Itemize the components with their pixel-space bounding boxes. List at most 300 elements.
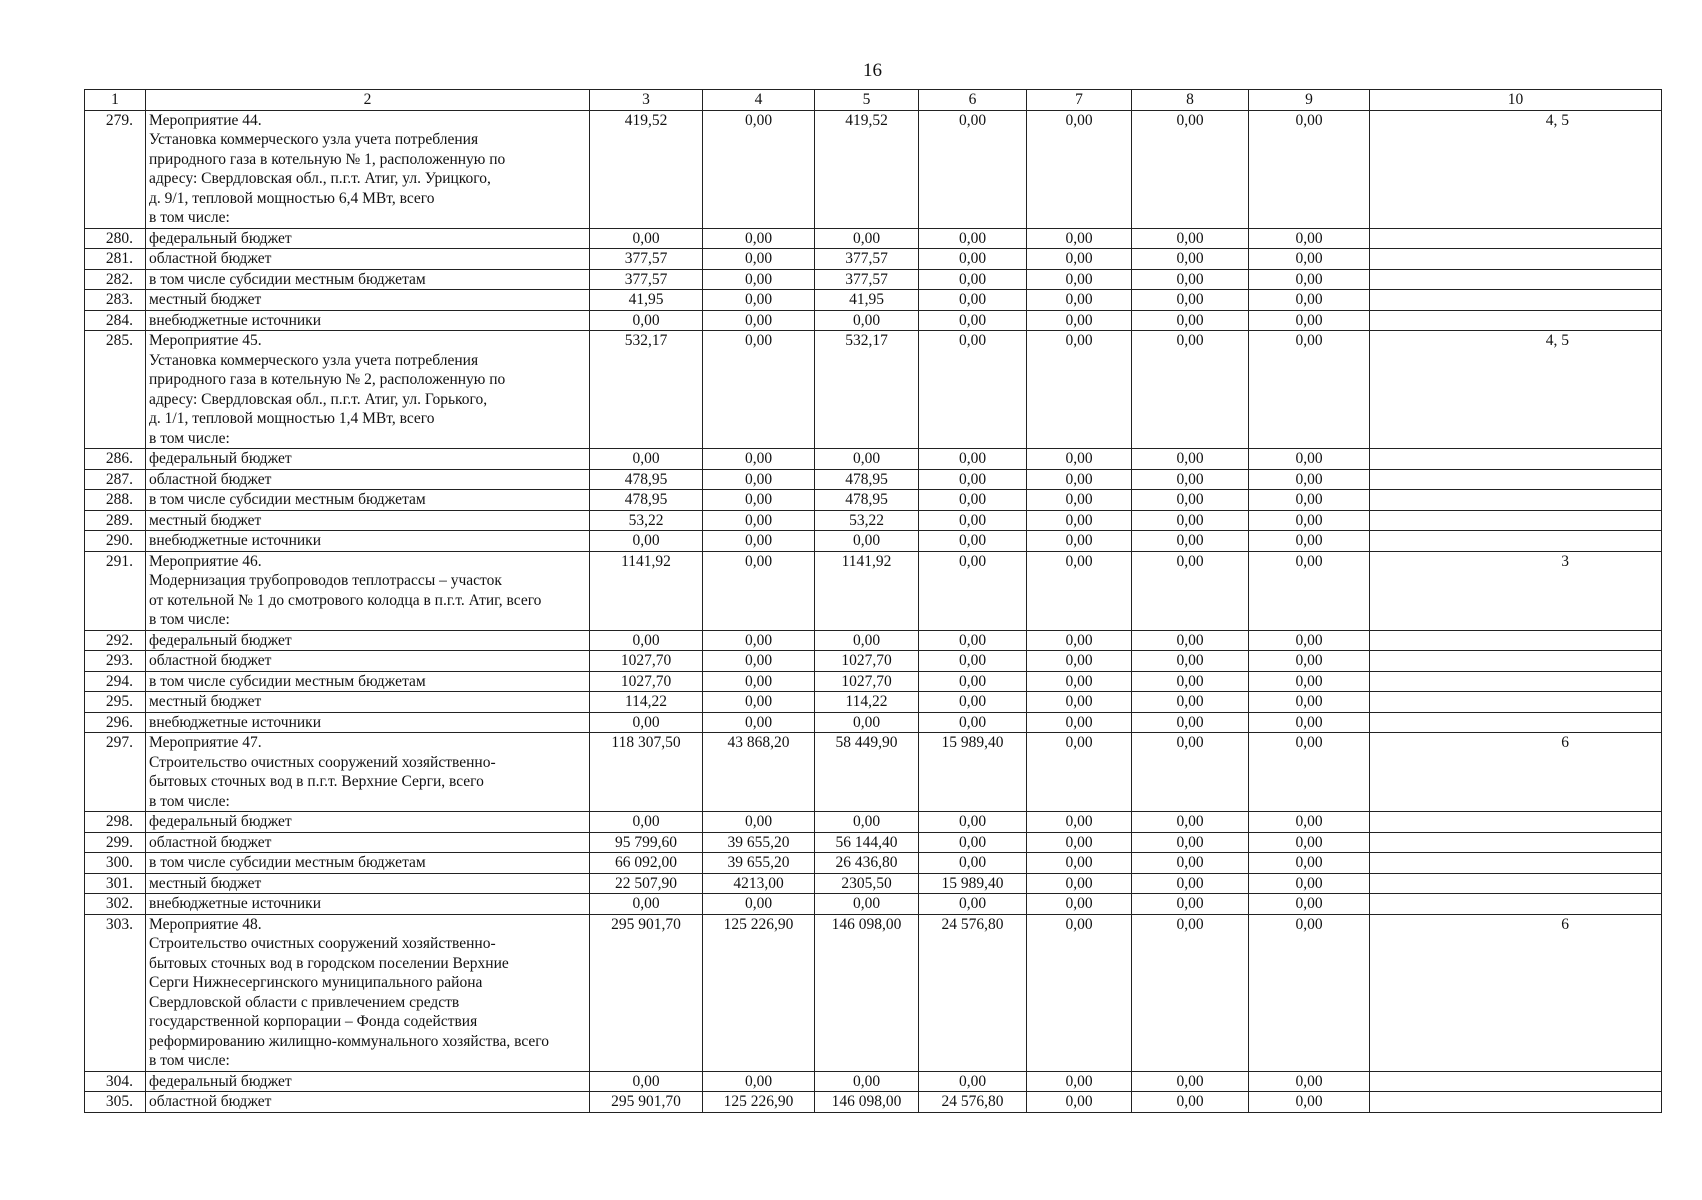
row-description: Мероприятие 46. Модернизация трубопроводов теплотрассы – участок от котельной № 1 до смотрового колодца в п.г.т. Атиг, всего в том числе: <box>146 551 590 630</box>
table-row <box>85 531 1662 552</box>
amount-cell: 0,00 <box>1249 110 1370 228</box>
amount-cell: 0,00 <box>919 671 1027 692</box>
row-number: 280. <box>85 228 146 249</box>
amount-cell: 15 989,40 <box>919 873 1027 894</box>
target-indicator-cell: 3 <box>1370 551 1662 630</box>
amount-cell: 0,00 <box>1132 712 1249 733</box>
amount-cell: 0,00 <box>1249 510 1370 531</box>
amount-cell: 0,00 <box>1027 712 1132 733</box>
amount-cell: 0,00 <box>919 228 1027 249</box>
table-row <box>85 853 1662 874</box>
amount-cell: 0,00 <box>1132 290 1249 311</box>
column-number-cell: 5 <box>815 90 919 111</box>
target-indicator-cell <box>1370 671 1662 692</box>
amount-cell: 0,00 <box>919 510 1027 531</box>
table-row <box>85 712 1662 733</box>
amount-cell: 0,00 <box>1249 853 1370 874</box>
amount-cell: 478,95 <box>815 469 919 490</box>
amount-cell: 0,00 <box>590 812 703 833</box>
amount-cell: 0,00 <box>703 310 815 331</box>
row-description: федеральный бюджет <box>146 630 590 651</box>
amount-cell: 58 449,90 <box>815 733 919 812</box>
target-indicator-cell <box>1370 894 1662 915</box>
amount-cell: 0,00 <box>1132 269 1249 290</box>
amount-cell: 0,00 <box>1132 551 1249 630</box>
amount-cell: 0,00 <box>1249 531 1370 552</box>
amount-cell: 0,00 <box>1027 228 1132 249</box>
table-row <box>85 1071 1662 1092</box>
amount-cell: 0,00 <box>1027 733 1132 812</box>
amount-cell: 95 799,60 <box>590 832 703 853</box>
target-indicator-cell <box>1370 531 1662 552</box>
table-row <box>85 733 1662 812</box>
table-row <box>85 692 1662 713</box>
table-row <box>85 671 1662 692</box>
amount-cell: 26 436,80 <box>815 853 919 874</box>
amount-cell: 478,95 <box>815 490 919 511</box>
amount-cell: 114,22 <box>590 692 703 713</box>
row-description: местный бюджет <box>146 510 590 531</box>
amount-cell: 0,00 <box>1132 651 1249 672</box>
amount-cell: 377,57 <box>815 249 919 270</box>
amount-cell: 0,00 <box>1249 290 1370 311</box>
amount-cell: 0,00 <box>1027 331 1132 449</box>
table-row <box>85 812 1662 833</box>
amount-cell: 0,00 <box>1132 894 1249 915</box>
amount-cell: 0,00 <box>919 812 1027 833</box>
amount-cell: 0,00 <box>815 894 919 915</box>
table-row <box>85 290 1662 311</box>
row-number: 302. <box>85 894 146 915</box>
row-description: местный бюджет <box>146 692 590 713</box>
amount-cell: 0,00 <box>1249 832 1370 853</box>
row-number: 289. <box>85 510 146 531</box>
amount-cell: 0,00 <box>1249 331 1370 449</box>
amount-cell: 0,00 <box>1027 1092 1132 1113</box>
row-number: 288. <box>85 490 146 511</box>
row-number: 281. <box>85 249 146 270</box>
amount-cell: 419,52 <box>815 110 919 228</box>
row-description: федеральный бюджет <box>146 1071 590 1092</box>
row-description: в том числе субсидии местным бюджетам <box>146 269 590 290</box>
amount-cell: 0,00 <box>703 269 815 290</box>
column-number-cell: 3 <box>590 90 703 111</box>
amount-cell: 0,00 <box>919 469 1027 490</box>
amount-cell: 0,00 <box>1027 449 1132 470</box>
row-description: в том числе субсидии местным бюджетам <box>146 671 590 692</box>
column-number-cell: 10 <box>1370 90 1662 111</box>
row-description: внебюджетные источники <box>146 894 590 915</box>
target-indicator-cell <box>1370 630 1662 651</box>
amount-cell: 0,00 <box>1027 671 1132 692</box>
row-description: местный бюджет <box>146 873 590 894</box>
target-indicator-cell <box>1370 1071 1662 1092</box>
budget-table <box>84 89 1662 1113</box>
amount-cell: 419,52 <box>590 110 703 228</box>
row-number: 304. <box>85 1071 146 1092</box>
amount-cell: 0,00 <box>703 894 815 915</box>
row-number: 286. <box>85 449 146 470</box>
table-row <box>85 269 1662 290</box>
target-indicator-cell: 4, 5 <box>1370 110 1662 228</box>
amount-cell: 0,00 <box>919 894 1027 915</box>
amount-cell: 0,00 <box>1027 692 1132 713</box>
amount-cell: 0,00 <box>703 651 815 672</box>
amount-cell: 39 655,20 <box>703 832 815 853</box>
amount-cell: 1027,70 <box>590 651 703 672</box>
amount-cell: 0,00 <box>1132 873 1249 894</box>
amount-cell: 0,00 <box>815 531 919 552</box>
row-number: 292. <box>85 630 146 651</box>
row-number: 297. <box>85 733 146 812</box>
target-indicator-cell <box>1370 692 1662 713</box>
amount-cell: 0,00 <box>815 812 919 833</box>
table-row <box>85 490 1662 511</box>
amount-cell: 0,00 <box>1132 630 1249 651</box>
amount-cell: 0,00 <box>1132 853 1249 874</box>
target-indicator-cell <box>1370 469 1662 490</box>
amount-cell: 478,95 <box>590 469 703 490</box>
table-row <box>85 310 1662 331</box>
amount-cell: 0,00 <box>1132 531 1249 552</box>
amount-cell: 532,17 <box>815 331 919 449</box>
amount-cell: 0,00 <box>1027 630 1132 651</box>
amount-cell: 0,00 <box>1249 651 1370 672</box>
amount-cell: 53,22 <box>590 510 703 531</box>
amount-cell: 114,22 <box>815 692 919 713</box>
column-number-cell: 2 <box>146 90 590 111</box>
amount-cell: 0,00 <box>1249 228 1370 249</box>
amount-cell: 0,00 <box>590 310 703 331</box>
amount-cell: 0,00 <box>590 228 703 249</box>
amount-cell: 0,00 <box>919 692 1027 713</box>
amount-cell: 0,00 <box>1249 249 1370 270</box>
amount-cell: 0,00 <box>703 1071 815 1092</box>
amount-cell: 0,00 <box>1132 812 1249 833</box>
amount-cell: 0,00 <box>1249 630 1370 651</box>
amount-cell: 24 576,80 <box>919 914 1027 1071</box>
amount-cell: 2305,50 <box>815 873 919 894</box>
amount-cell: 1027,70 <box>815 651 919 672</box>
row-number: 285. <box>85 331 146 449</box>
row-number: 298. <box>85 812 146 833</box>
amount-cell: 0,00 <box>703 449 815 470</box>
amount-cell: 0,00 <box>1249 310 1370 331</box>
table-row <box>85 630 1662 651</box>
amount-cell: 0,00 <box>1027 914 1132 1071</box>
amount-cell: 0,00 <box>703 671 815 692</box>
amount-cell: 0,00 <box>703 290 815 311</box>
table-row <box>85 873 1662 894</box>
amount-cell: 0,00 <box>1132 249 1249 270</box>
target-indicator-cell <box>1370 310 1662 331</box>
amount-cell: 0,00 <box>1027 290 1132 311</box>
amount-cell: 1027,70 <box>590 671 703 692</box>
amount-cell: 0,00 <box>815 630 919 651</box>
amount-cell: 0,00 <box>1027 510 1132 531</box>
amount-cell: 377,57 <box>590 249 703 270</box>
row-description: Мероприятие 47. Строительство очистных сооружений хозяйственно- бытовых сточных вод в п.г.т. Верхние Серги, всего в том числе: <box>146 733 590 812</box>
amount-cell: 53,22 <box>815 510 919 531</box>
amount-cell: 377,57 <box>815 269 919 290</box>
amount-cell: 0,00 <box>919 110 1027 228</box>
amount-cell: 0,00 <box>590 894 703 915</box>
amount-cell: 0,00 <box>1249 733 1370 812</box>
row-number: 295. <box>85 692 146 713</box>
amount-cell: 0,00 <box>919 712 1027 733</box>
amount-cell: 0,00 <box>1249 269 1370 290</box>
amount-cell: 0,00 <box>1249 551 1370 630</box>
amount-cell: 0,00 <box>1249 1092 1370 1113</box>
row-number: 296. <box>85 712 146 733</box>
amount-cell: 0,00 <box>919 551 1027 630</box>
table-row <box>85 651 1662 672</box>
amount-cell: 0,00 <box>1249 873 1370 894</box>
amount-cell: 0,00 <box>919 269 1027 290</box>
table-row <box>85 228 1662 249</box>
target-indicator-cell <box>1370 449 1662 470</box>
row-description: местный бюджет <box>146 290 590 311</box>
amount-cell: 0,00 <box>1027 249 1132 270</box>
amount-cell: 4213,00 <box>703 873 815 894</box>
row-number: 287. <box>85 469 146 490</box>
row-description: Мероприятие 44. Установка коммерческого узла учета потребления природного газа в котельную № 1, расположенную по адресу: Свердловская обл., п.г.т. Атиг, ул. Урицкого, д. 9/1, тепловой мощностью 6,4 МВт, всего в том числе: <box>146 110 590 228</box>
page-number: 16 <box>863 60 882 81</box>
amount-cell: 377,57 <box>590 269 703 290</box>
amount-cell: 0,00 <box>703 712 815 733</box>
amount-cell: 0,00 <box>1132 110 1249 228</box>
row-number: 301. <box>85 873 146 894</box>
amount-cell: 0,00 <box>590 449 703 470</box>
amount-cell: 24 576,80 <box>919 1092 1027 1113</box>
amount-cell: 0,00 <box>703 331 815 449</box>
amount-cell: 0,00 <box>590 712 703 733</box>
amount-cell: 0,00 <box>1249 894 1370 915</box>
amount-cell: 1141,92 <box>590 551 703 630</box>
amount-cell: 0,00 <box>919 1071 1027 1092</box>
amount-cell: 0,00 <box>1027 110 1132 228</box>
row-description: внебюджетные источники <box>146 310 590 331</box>
amount-cell: 0,00 <box>919 310 1027 331</box>
amount-cell: 41,95 <box>815 290 919 311</box>
target-indicator-cell <box>1370 873 1662 894</box>
amount-cell: 0,00 <box>1027 310 1132 331</box>
column-number-cell: 9 <box>1249 90 1370 111</box>
amount-cell: 0,00 <box>1027 651 1132 672</box>
table-row <box>85 914 1662 1071</box>
target-indicator-cell <box>1370 832 1662 853</box>
amount-cell: 0,00 <box>815 1071 919 1092</box>
amount-cell: 125 226,90 <box>703 1092 815 1113</box>
amount-cell: 0,00 <box>815 228 919 249</box>
target-indicator-cell <box>1370 290 1662 311</box>
amount-cell: 0,00 <box>1132 331 1249 449</box>
amount-cell: 0,00 <box>919 249 1027 270</box>
amount-cell: 125 226,90 <box>703 914 815 1071</box>
amount-cell: 0,00 <box>703 692 815 713</box>
amount-cell: 0,00 <box>703 812 815 833</box>
column-number-cell: 4 <box>703 90 815 111</box>
amount-cell: 0,00 <box>1132 1092 1249 1113</box>
row-description: Мероприятие 48. Строительство очистных сооружений хозяйственно- бытовых сточных вод в городском поселении Верхние Серги Нижнесергинского муниципального района Свердловской области с привлечением средств государственной корпорации – Фонда содействия реформированию жилищно-коммунального хозяйства, всего в том числе: <box>146 914 590 1071</box>
amount-cell: 0,00 <box>815 449 919 470</box>
table-row <box>85 110 1662 228</box>
amount-cell: 0,00 <box>703 490 815 511</box>
row-description: внебюджетные источники <box>146 712 590 733</box>
amount-cell: 0,00 <box>1249 692 1370 713</box>
amount-cell: 0,00 <box>1132 310 1249 331</box>
amount-cell: 0,00 <box>590 1071 703 1092</box>
amount-cell: 41,95 <box>590 290 703 311</box>
table-row <box>85 449 1662 470</box>
table-row <box>85 331 1662 449</box>
amount-cell: 0,00 <box>703 469 815 490</box>
target-indicator-cell <box>1370 712 1662 733</box>
amount-cell: 1027,70 <box>815 671 919 692</box>
target-indicator-cell <box>1370 651 1662 672</box>
amount-cell: 532,17 <box>590 331 703 449</box>
amount-cell: 295 901,70 <box>590 914 703 1071</box>
row-number: 305. <box>85 1092 146 1113</box>
amount-cell: 0,00 <box>703 110 815 228</box>
column-number-cell: 6 <box>919 90 1027 111</box>
table-row <box>85 894 1662 915</box>
table-row <box>85 1092 1662 1113</box>
table-row <box>85 510 1662 531</box>
amount-cell: 0,00 <box>1249 490 1370 511</box>
target-indicator-cell <box>1370 812 1662 833</box>
amount-cell: 0,00 <box>1249 812 1370 833</box>
amount-cell: 0,00 <box>815 310 919 331</box>
row-number: 283. <box>85 290 146 311</box>
amount-cell: 1141,92 <box>815 551 919 630</box>
row-number: 293. <box>85 651 146 672</box>
row-description: федеральный бюджет <box>146 812 590 833</box>
row-description: федеральный бюджет <box>146 449 590 470</box>
amount-cell: 146 098,00 <box>815 1092 919 1113</box>
amount-cell: 0,00 <box>703 228 815 249</box>
amount-cell: 43 868,20 <box>703 733 815 812</box>
amount-cell: 0,00 <box>815 712 919 733</box>
amount-cell: 0,00 <box>1132 469 1249 490</box>
amount-cell: 146 098,00 <box>815 914 919 1071</box>
target-indicator-cell <box>1370 249 1662 270</box>
amount-cell: 0,00 <box>1132 449 1249 470</box>
amount-cell: 0,00 <box>703 249 815 270</box>
table-row <box>85 551 1662 630</box>
target-indicator-cell: 6 <box>1370 733 1662 812</box>
amount-cell: 0,00 <box>1027 531 1132 552</box>
table-row <box>85 832 1662 853</box>
row-description: областной бюджет <box>146 249 590 270</box>
row-number: 300. <box>85 853 146 874</box>
amount-cell: 0,00 <box>1027 1071 1132 1092</box>
target-indicator-cell: 6 <box>1370 914 1662 1071</box>
amount-cell: 0,00 <box>1132 914 1249 1071</box>
amount-cell: 0,00 <box>1132 228 1249 249</box>
amount-cell: 0,00 <box>1027 551 1132 630</box>
target-indicator-cell <box>1370 490 1662 511</box>
amount-cell: 22 507,90 <box>590 873 703 894</box>
amount-cell: 0,00 <box>1249 1071 1370 1092</box>
amount-cell: 0,00 <box>1132 510 1249 531</box>
column-number-row <box>85 90 1662 111</box>
amount-cell: 66 092,00 <box>590 853 703 874</box>
amount-cell: 0,00 <box>1027 894 1132 915</box>
amount-cell: 478,95 <box>590 490 703 511</box>
row-number: 279. <box>85 110 146 228</box>
row-number: 290. <box>85 531 146 552</box>
target-indicator-cell <box>1370 269 1662 290</box>
row-number: 284. <box>85 310 146 331</box>
row-number: 291. <box>85 551 146 630</box>
amount-cell: 0,00 <box>919 832 1027 853</box>
amount-cell: 39 655,20 <box>703 853 815 874</box>
amount-cell: 0,00 <box>1249 671 1370 692</box>
table-row <box>85 469 1662 490</box>
row-number: 282. <box>85 269 146 290</box>
row-description: областной бюджет <box>146 469 590 490</box>
amount-cell: 0,00 <box>1132 733 1249 812</box>
amount-cell: 0,00 <box>919 290 1027 311</box>
row-number: 303. <box>85 914 146 1071</box>
amount-cell: 0,00 <box>1027 832 1132 853</box>
amount-cell: 0,00 <box>919 651 1027 672</box>
amount-cell: 0,00 <box>703 510 815 531</box>
row-description: в том числе субсидии местным бюджетам <box>146 490 590 511</box>
table-row <box>85 249 1662 270</box>
amount-cell: 15 989,40 <box>919 733 1027 812</box>
amount-cell: 0,00 <box>1249 469 1370 490</box>
amount-cell: 0,00 <box>703 531 815 552</box>
row-description: областной бюджет <box>146 832 590 853</box>
amount-cell: 0,00 <box>1132 832 1249 853</box>
amount-cell: 0,00 <box>1132 692 1249 713</box>
amount-cell: 0,00 <box>919 531 1027 552</box>
row-description: внебюджетные источники <box>146 531 590 552</box>
row-description: Мероприятие 45. Установка коммерческого узла учета потребления природного газа в котельную № 2, расположенную по адресу: Свердловская обл., п.г.т. Атиг, ул. Горького, д. 1/1, тепловой мощностью 1,4 МВт, всего в том числе: <box>146 331 590 449</box>
row-description: областной бюджет <box>146 651 590 672</box>
amount-cell: 0,00 <box>1249 449 1370 470</box>
target-indicator-cell <box>1370 1092 1662 1113</box>
amount-cell: 295 901,70 <box>590 1092 703 1113</box>
amount-cell: 0,00 <box>1132 671 1249 692</box>
amount-cell: 0,00 <box>919 331 1027 449</box>
target-indicator-cell <box>1370 228 1662 249</box>
amount-cell: 0,00 <box>703 551 815 630</box>
amount-cell: 0,00 <box>1132 1071 1249 1092</box>
amount-cell: 0,00 <box>919 490 1027 511</box>
row-number: 299. <box>85 832 146 853</box>
amount-cell: 0,00 <box>1027 873 1132 894</box>
column-number-cell: 7 <box>1027 90 1132 111</box>
row-description: федеральный бюджет <box>146 228 590 249</box>
amount-cell: 0,00 <box>1132 490 1249 511</box>
amount-cell: 0,00 <box>1027 469 1132 490</box>
amount-cell: 0,00 <box>919 449 1027 470</box>
row-number: 294. <box>85 671 146 692</box>
row-description: областной бюджет <box>146 1092 590 1113</box>
amount-cell: 118 307,50 <box>590 733 703 812</box>
target-indicator-cell: 4, 5 <box>1370 331 1662 449</box>
amount-cell: 0,00 <box>1027 853 1132 874</box>
amount-cell: 0,00 <box>1027 812 1132 833</box>
amount-cell: 0,00 <box>703 630 815 651</box>
amount-cell: 0,00 <box>1027 490 1132 511</box>
amount-cell: 0,00 <box>590 531 703 552</box>
amount-cell: 0,00 <box>590 630 703 651</box>
amount-cell: 0,00 <box>919 630 1027 651</box>
